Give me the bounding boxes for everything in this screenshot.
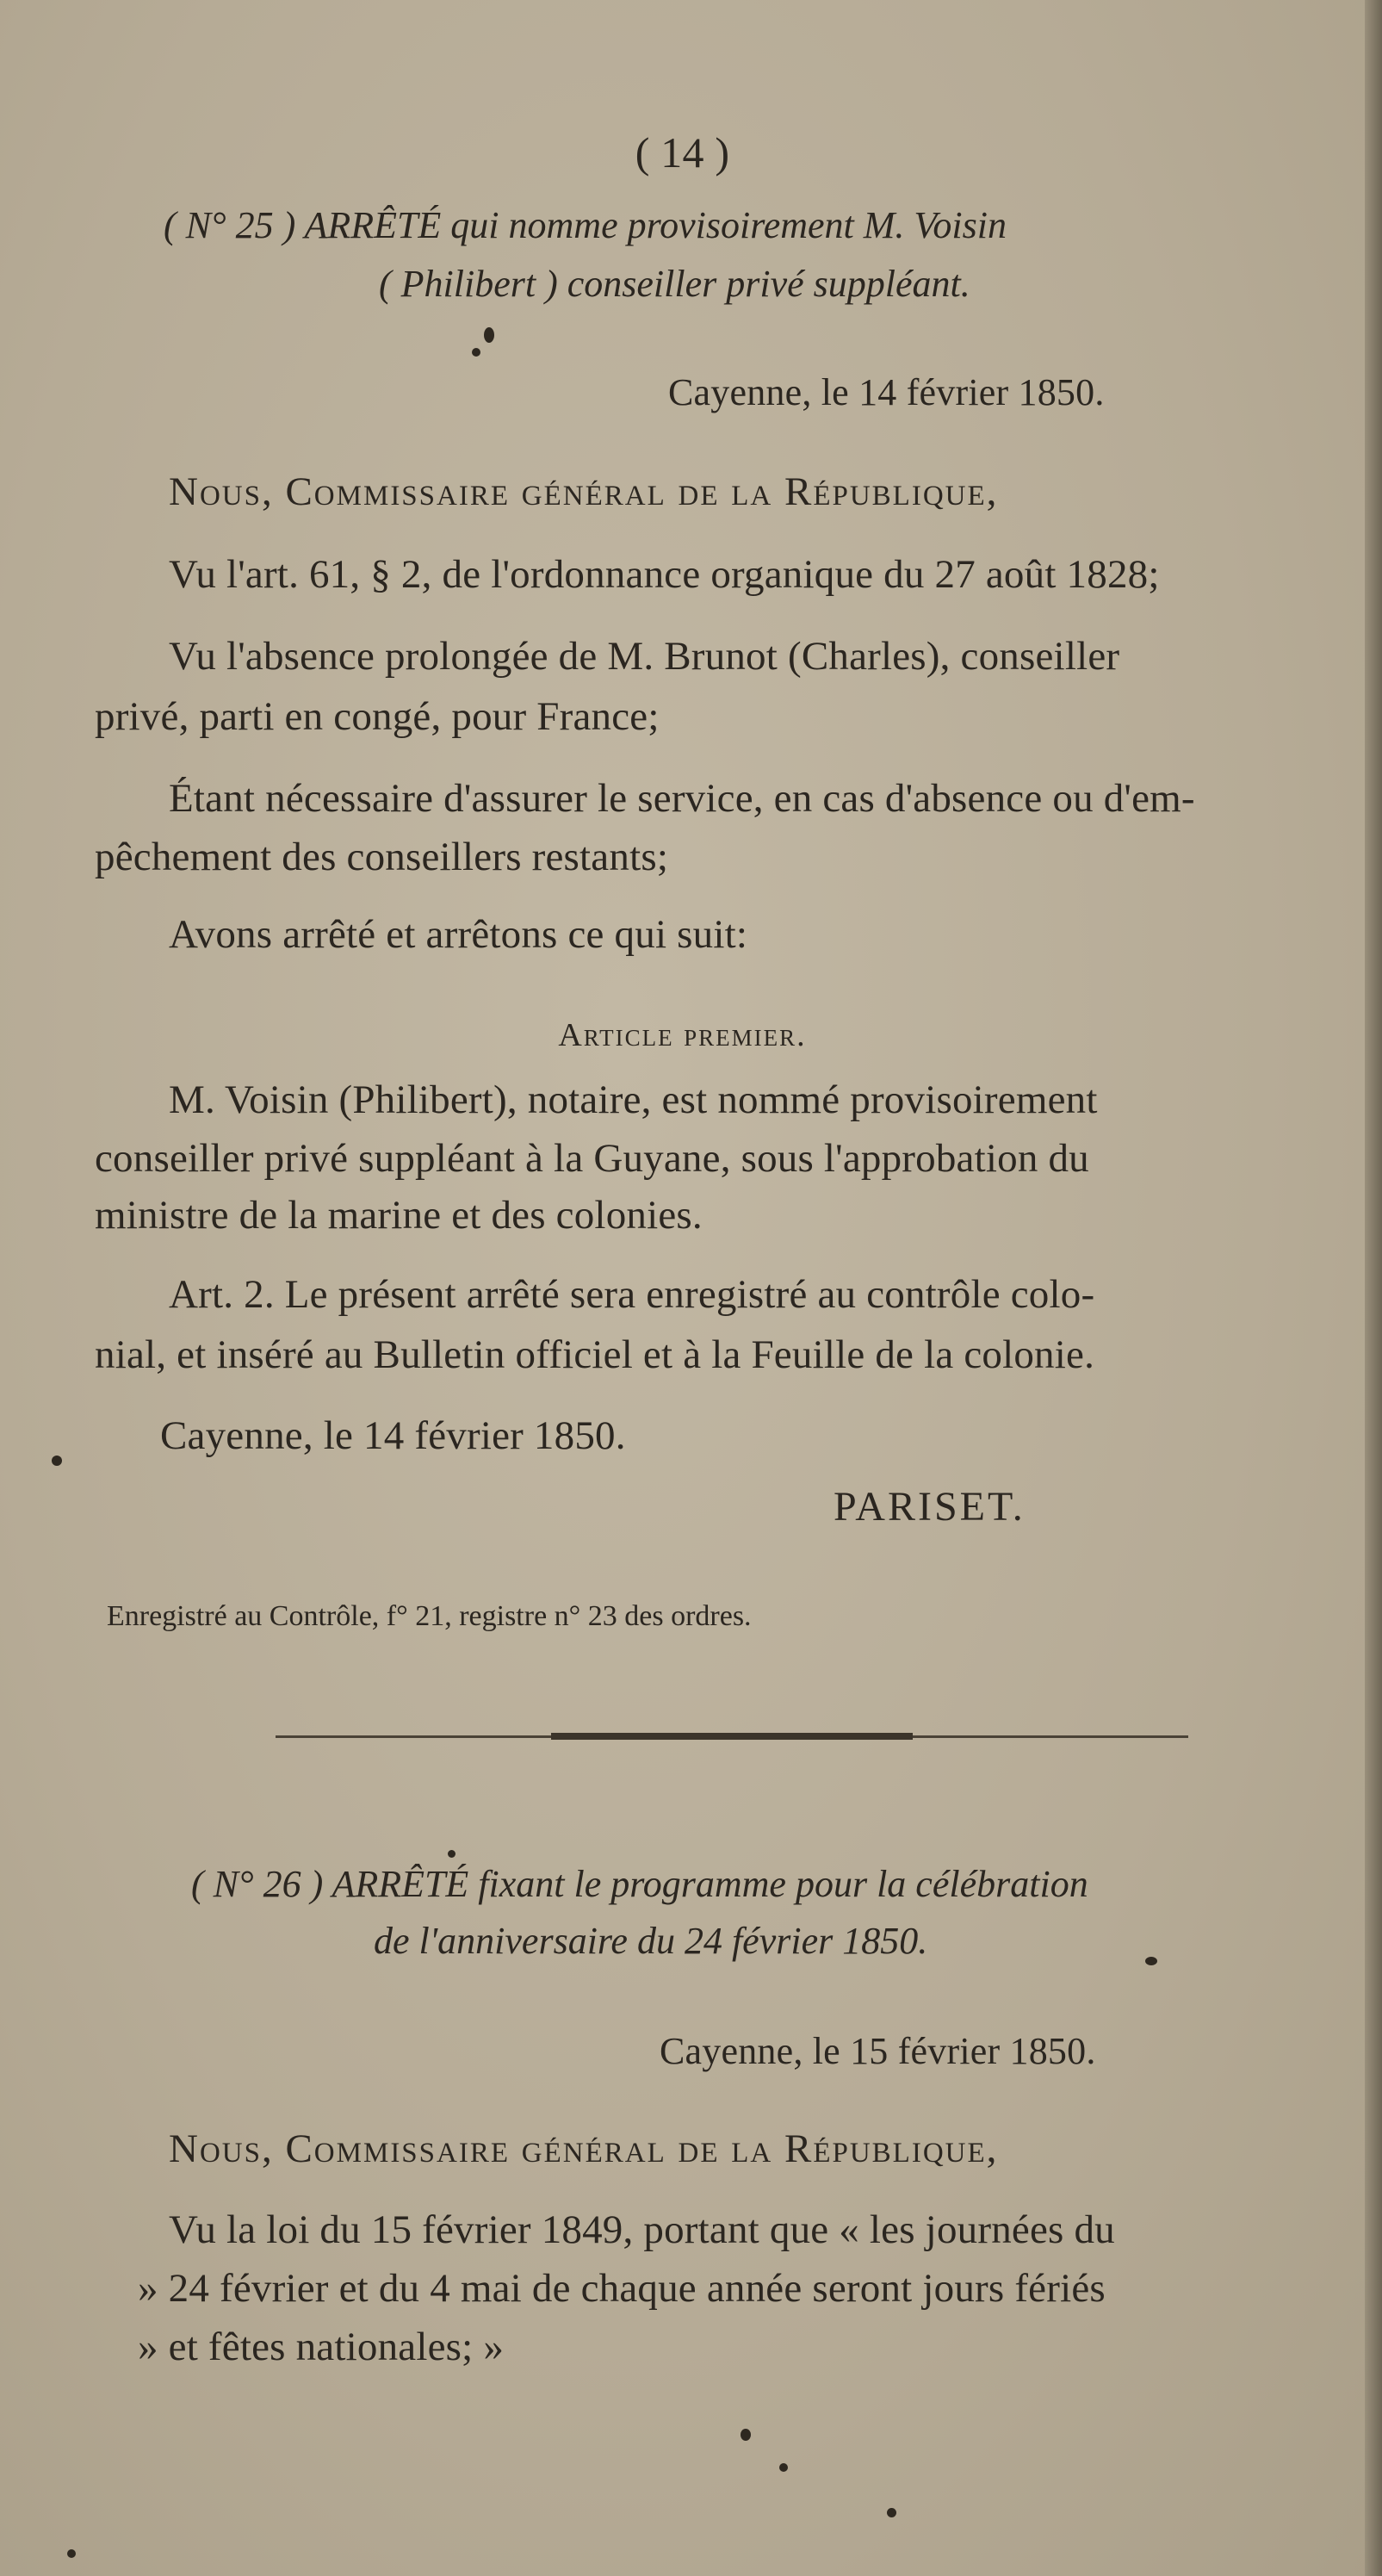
page-edge-shadow xyxy=(1365,0,1382,2576)
decree-25-line: Étant nécessaire d'assurer le service, en cas d'absence ou d'em- xyxy=(169,776,1195,821)
article-line: M. Voisin (Philibert), notaire, est nommé provisoirement xyxy=(169,1077,1098,1122)
ink-speck xyxy=(779,2463,788,2472)
decree-25-line: Vu l'art. 61, § 2, de l'ordonnance organique du 27 août 1828; xyxy=(169,552,1160,597)
decree-26-title-line-2: de l'anniversaire du 24 février 1850. xyxy=(374,1920,928,1962)
decree-26-dateline: Cayenne, le 15 février 1850. xyxy=(660,2030,1096,2072)
page-number: ( 14 ) xyxy=(635,128,730,177)
decree-25-line: Avons arrêté et arrêtons ce qui suit: xyxy=(169,912,748,957)
ink-speck xyxy=(448,1850,456,1858)
decree-25-dateline: Cayenne, le 14 février 1850. xyxy=(668,371,1105,413)
decree-25-closing-date: Cayenne, le 14 février 1850. xyxy=(160,1413,626,1458)
article-line: conseiller privé suppléant à la Guyane, sous l'approbation du xyxy=(95,1136,1089,1181)
signature: PARISET. xyxy=(834,1484,1026,1530)
ink-speck xyxy=(484,327,494,343)
decree-25-title-line-2: ( Philibert ) conseiller privé suppléant. xyxy=(379,263,970,305)
decree-25-title-line-1: ( N° 25 ) ARRÊTÉ qui nomme provisoirement M. Voisin xyxy=(164,204,1007,246)
decree-25-line: privé, parti en congé, pour France; xyxy=(95,694,660,739)
decree-26-title-line-1: ( N° 26 ) ARRÊTÉ fixant le programme pour la célébration xyxy=(191,1863,1088,1905)
decree-26-preamble: Nous, Commissaire général de la République, xyxy=(169,2126,999,2171)
article-line: nial, et inséré au Bulletin officiel et à la Feuille de la colonie. xyxy=(95,1332,1095,1377)
article-heading: Article premier. xyxy=(558,1017,807,1053)
decree-26-line: » 24 février et du 4 mai de chaque année seront jours fériés xyxy=(138,2266,1106,2311)
section-divider-ornament xyxy=(551,1733,913,1740)
ink-speck xyxy=(887,2508,896,2517)
ink-speck xyxy=(1145,1957,1157,1965)
decree-26-line: » et fêtes nationales; » xyxy=(138,2325,505,2369)
article-line: ministre de la marine et des colonies. xyxy=(95,1193,703,1238)
decree-25-line: Vu l'absence prolongée de M. Brunot (Charles), conseiller xyxy=(169,634,1120,679)
ink-speck xyxy=(472,348,480,357)
ink-speck xyxy=(741,2429,751,2441)
decree-25-line: pêchement des conseillers restants; xyxy=(95,835,669,879)
ink-speck xyxy=(67,2549,76,2558)
decree-26-line: Vu la loi du 15 février 1849, portant que « les journées du xyxy=(169,2207,1115,2252)
article-line: Art. 2. Le présent arrêté sera enregistré au contrôle colo- xyxy=(169,1272,1095,1317)
decree-25-preamble: Nous, Commissaire général de la République, xyxy=(169,469,999,514)
ink-speck xyxy=(52,1456,62,1466)
registration-note: Enregistré au Contrôle, f° 21, registre n° 23 des ordres. xyxy=(107,1600,752,1632)
